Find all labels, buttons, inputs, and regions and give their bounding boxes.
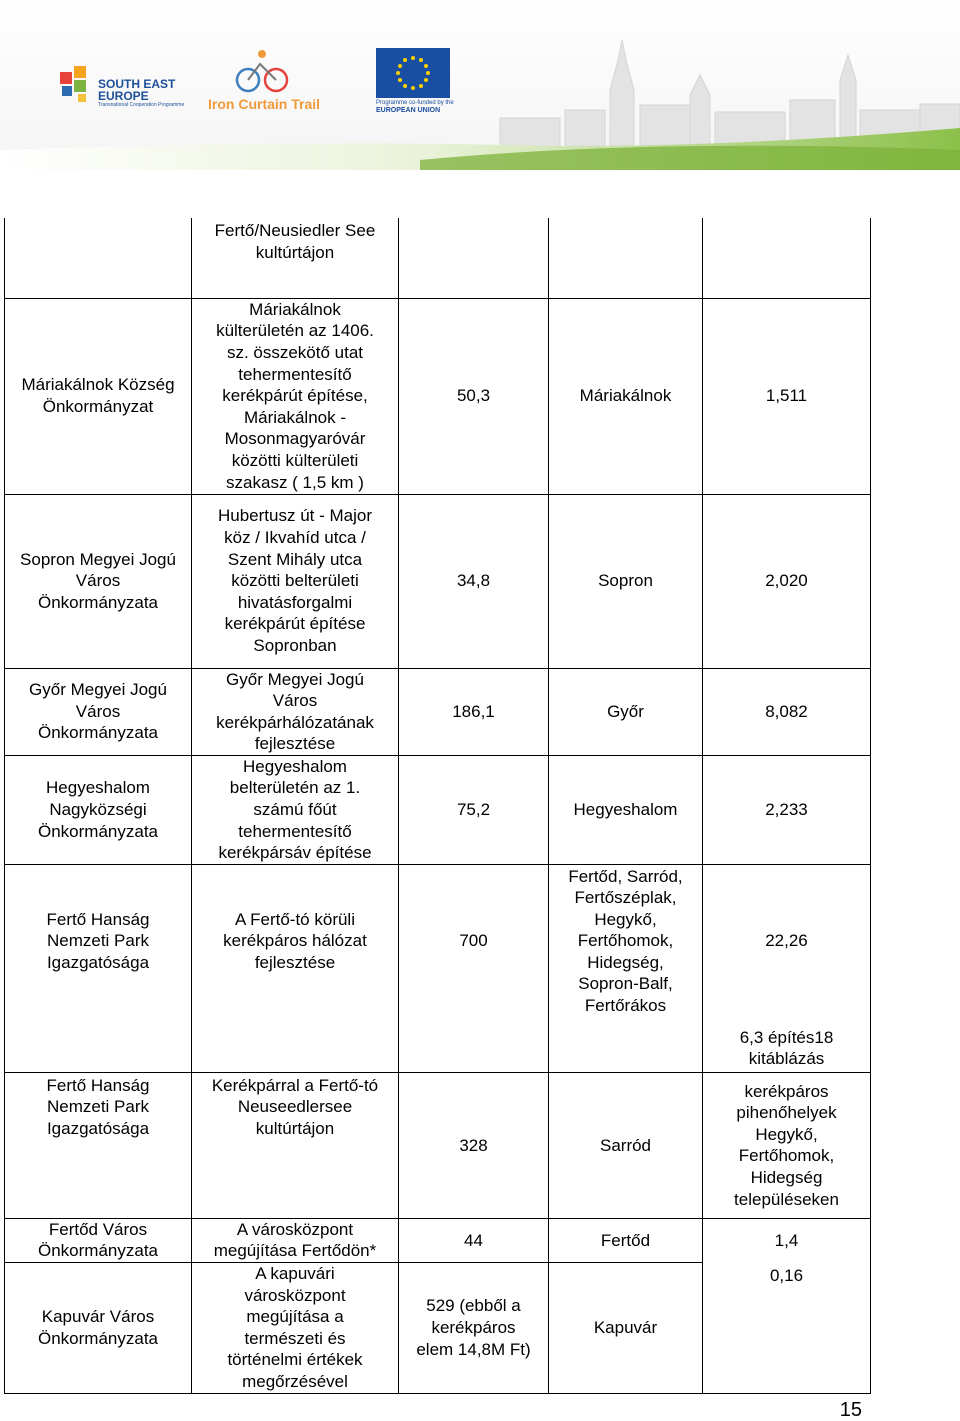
org-text-line: Nagyközségi	[49, 800, 147, 820]
location-text-line: Fertőd	[600, 1230, 651, 1250]
length-cell	[703, 1072, 871, 1218]
south-east-europe-logo	[58, 60, 185, 110]
org-text-line: Nemzeti Park	[46, 931, 150, 951]
cost-text: 186,1	[452, 701, 495, 721]
location-text-line: Hegykő,	[594, 909, 657, 929]
location-text-line: Fertőrákos	[584, 996, 667, 1016]
project-text-line: Hubertusz út - Major	[218, 506, 372, 526]
project-cell	[192, 218, 399, 298]
cost-cell	[399, 298, 549, 494]
project-text-line: Fertő/Neusiedler See	[214, 221, 376, 240]
cost-text: 50,3	[456, 386, 491, 406]
project-text-line: tehermentesítő	[238, 821, 352, 841]
length-cell	[703, 298, 871, 494]
org-cell	[5, 755, 192, 864]
project-cell	[192, 494, 399, 668]
org-cell	[5, 668, 192, 755]
project-text-line: Szent Mihály utca	[227, 549, 363, 569]
org-text-line: Sopron Megyei Jogú	[20, 549, 176, 569]
org-text-line: Önkormányzat	[42, 397, 154, 416]
cost-text: 529 (ebből a kerékpáros elem 14,8M Ft)	[416, 1296, 531, 1359]
project-text-line: megújítása a	[246, 1307, 344, 1327]
location-text-line: Sopron	[598, 571, 653, 591]
project-text-line: A kapuvári	[255, 1264, 335, 1284]
length-cell	[703, 864, 871, 1017]
org-cell	[5, 494, 192, 668]
project-cell	[192, 1017, 399, 1072]
cost-text: 75,2	[456, 800, 491, 820]
org-text-line: Győr Megyei Jogú	[29, 680, 167, 700]
project-text-line: Máriakálnok -	[243, 407, 347, 427]
location-text-line: Hegyeshalom	[573, 800, 678, 820]
project-text-line: kultúrtájon	[255, 242, 335, 262]
table-row	[5, 1263, 871, 1394]
project-text-line: kerékpárhálózatának	[216, 712, 374, 732]
cost-cell	[399, 218, 549, 298]
table-row	[5, 218, 871, 298]
org-cell	[5, 218, 192, 298]
project-text-line: közötti külterületi	[231, 450, 359, 470]
project-text-line: Neuseedlersee	[237, 1097, 353, 1117]
location-cell	[549, 668, 703, 755]
org-text-line: Kapuvár Város	[41, 1307, 155, 1327]
length-text-line: Hidegség	[750, 1167, 823, 1187]
length-text-line: kitáblázás	[748, 1049, 825, 1069]
project-text-line: Hegyeshalom	[243, 756, 347, 776]
project-cell	[192, 1218, 399, 1262]
cost-cell	[399, 668, 549, 755]
project-text-line: hivatásforgalmi	[237, 592, 353, 612]
org-text-line: Nemzeti Park	[46, 1097, 150, 1117]
length-text-line: pihenőhelyek	[736, 1103, 837, 1123]
location-text-line: Sopron-Balf,	[578, 974, 673, 994]
project-cell	[192, 1263, 399, 1394]
cost-cell	[399, 755, 549, 864]
location-text-line: Sarród	[599, 1135, 652, 1155]
table-row	[5, 1072, 871, 1218]
org-text-line: Önkormányzata	[38, 1241, 158, 1261]
project-text-line: A városközpont	[236, 1219, 354, 1239]
org-text-line: Igazgatósága	[46, 952, 150, 972]
project-text-line: tehermentesítő	[238, 364, 352, 384]
length-cell	[703, 218, 871, 298]
length-text-line: kerékpáros	[744, 1081, 829, 1101]
project-text-line: Győr Megyei Jogú	[226, 669, 364, 689]
cost-cell	[399, 864, 549, 1017]
project-cell	[192, 755, 399, 864]
project-text-line: közötti belterületi	[231, 571, 359, 591]
project-text-line: történelmi értékek	[227, 1350, 363, 1370]
length-cell	[703, 494, 871, 668]
length-cell	[703, 668, 871, 755]
location-text-line: Kapuvár	[593, 1318, 658, 1338]
org-cell	[5, 1072, 192, 1218]
location-cell	[549, 1218, 703, 1262]
org-cell	[5, 1218, 192, 1262]
length-cell	[703, 1263, 871, 1394]
org-text-line: Önkormányzata	[38, 1328, 158, 1348]
length-cell	[703, 1017, 871, 1072]
org-text-line: Önkormányzata	[38, 723, 158, 743]
table-row	[5, 298, 871, 494]
iron-curtain-trail-logo-text: Iron Curtain Trail	[208, 96, 321, 112]
project-text-line: természeti és	[244, 1328, 346, 1348]
org-text-line: Város	[75, 571, 121, 591]
org-text-line: Hegyeshalom	[46, 778, 150, 798]
project-text-line: Máriakálnok	[249, 299, 341, 319]
length-text-line: 0,16	[769, 1265, 804, 1285]
location-text-line: Hidegség,	[587, 952, 664, 972]
projects-table-body	[5, 218, 871, 1393]
see-logo-line1: SOUTH EAST	[98, 77, 176, 91]
org-text-line: Város	[75, 701, 121, 721]
location-text-line: Fertőd, Sarród,	[568, 866, 683, 886]
project-text-line: A Fertő-tó körüli	[235, 909, 355, 929]
table-row	[5, 1218, 871, 1262]
length-text-line: 1,4	[774, 1230, 799, 1250]
cost-cell	[399, 1017, 549, 1072]
location-cell	[549, 218, 703, 298]
location-cell	[549, 755, 703, 864]
cost-text: 328	[459, 1135, 488, 1155]
cost-text: 700	[459, 931, 488, 951]
location-cell	[549, 298, 703, 494]
project-text-line: Sopronban	[253, 635, 337, 655]
see-logo-line2: EUROPE	[98, 89, 149, 103]
project-text-line: Város	[272, 691, 318, 711]
org-text-line: Önkormányzata	[38, 821, 158, 841]
project-text-line: megújítása Fertődön*	[213, 1241, 377, 1261]
length-cell	[703, 755, 871, 864]
document-header	[0, 0, 960, 170]
org-cell	[5, 1263, 192, 1394]
eu-logo	[376, 48, 466, 120]
cost-cell	[399, 1263, 549, 1394]
cyclist-icon	[228, 48, 298, 94]
length-text-line: 1,511	[765, 386, 808, 406]
location-cell	[549, 1263, 703, 1394]
location-cell	[549, 494, 703, 668]
location-text-line: Győr	[607, 701, 644, 721]
length-text-line: 2,233	[765, 800, 808, 820]
project-text-line: városközpont	[244, 1285, 346, 1305]
projects-table	[4, 218, 871, 1394]
project-text-line: megőrzésével	[242, 1372, 348, 1391]
table-row	[5, 864, 871, 1017]
see-logo-subtitle: Transnational Cooperation Programme	[98, 102, 185, 108]
project-text-line: kultúrtájon	[255, 1119, 335, 1139]
length-text-line: 6,3 építés18	[739, 1027, 834, 1047]
location-text-line: Máriakálnok	[579, 386, 672, 406]
eu-flag-icon	[376, 48, 450, 98]
project-text-line: fejlesztése	[254, 734, 336, 754]
project-text-line: sz. összekötő utat	[226, 343, 364, 363]
project-cell	[192, 864, 399, 1017]
project-text-line: külterületén az 1406.	[216, 321, 374, 341]
org-text-line: Fertőd Város	[48, 1219, 148, 1239]
length-text-line: Hegykő,	[755, 1124, 818, 1144]
project-text-line: kerékpárút építése	[224, 614, 366, 634]
location-text-line: Fertőszéplak,	[574, 888, 677, 908]
length-text-line: 8,082	[765, 701, 808, 721]
location-cell	[549, 864, 703, 1017]
length-text-line: 22,26	[765, 931, 808, 951]
location-cell	[549, 1017, 703, 1072]
length-cell	[703, 1218, 871, 1262]
table-row	[5, 755, 871, 864]
project-text-line: kerékpáros hálózat	[223, 931, 367, 951]
cost-cell	[399, 494, 549, 668]
project-cell	[192, 1072, 399, 1218]
table-row	[5, 1017, 871, 1072]
location-text-line: Fertőhomok,	[577, 931, 674, 951]
table-row	[5, 494, 871, 668]
project-cell	[192, 298, 399, 494]
project-text-line: kerékpárút építése,	[222, 386, 368, 406]
org-text-line: Fertő Hanság	[46, 909, 150, 929]
project-cell	[192, 668, 399, 755]
eu-logo-line1: Programme co-funded by the	[376, 100, 454, 106]
org-text-line: Máriakálnok Község	[21, 375, 175, 395]
page-number: 15	[839, 1399, 862, 1421]
project-text-line: köz / Ikvahíd utca /	[224, 528, 366, 548]
org-text-line: Önkormányzata	[38, 592, 158, 612]
south-east-europe-mark-icon	[58, 64, 94, 104]
project-text-line: kerékpársáv építése	[218, 843, 372, 863]
length-text-line: településeken	[734, 1189, 839, 1209]
cost-text: 34,8	[456, 571, 491, 591]
table-row	[5, 668, 871, 755]
org-text-line: Fertő Hanság	[46, 1075, 150, 1095]
cost-cell	[399, 1218, 549, 1262]
project-text-line: Mosonmagyaróvár	[224, 429, 366, 449]
eu-logo-line2: EUROPEAN UNION	[376, 107, 441, 114]
length-text-line: Fertőhomok,	[738, 1146, 835, 1166]
cost-text: 44	[464, 1230, 483, 1250]
org-cell	[5, 298, 192, 494]
project-text-line: számú főút	[253, 800, 337, 820]
cost-cell	[399, 1072, 549, 1218]
length-text-line: 2,020	[765, 571, 808, 591]
location-cell	[549, 1072, 703, 1218]
org-text-line: Igazgatósága	[46, 1119, 150, 1139]
org-cell	[5, 1017, 192, 1072]
project-text-line: szakasz ( 1,5 km )	[226, 472, 364, 492]
project-text-line: fejlesztése	[254, 952, 336, 972]
org-cell	[5, 864, 192, 1017]
iron-curtain-trail-logo	[206, 48, 321, 118]
project-text-line: belterületén az 1.	[229, 778, 361, 798]
project-text-line: Kerékpárral a Fertő-tó	[211, 1075, 379, 1095]
